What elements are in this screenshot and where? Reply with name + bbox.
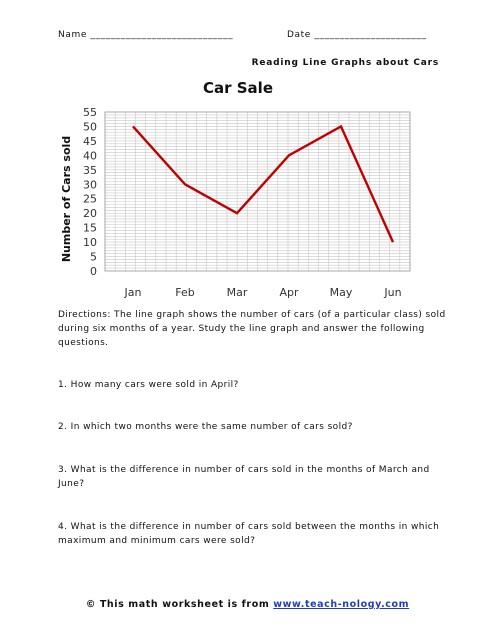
y-tick-label: 55 xyxy=(83,106,97,119)
y-tick-label: 10 xyxy=(83,236,97,250)
x-tick-label: Jan xyxy=(124,286,142,299)
x-tick-label: May xyxy=(329,286,353,299)
y-tick-label: 0 xyxy=(90,265,97,278)
y-tick-label: 25 xyxy=(83,192,97,206)
y-axis-ticks xyxy=(83,106,97,278)
y-tick-label: 5 xyxy=(90,250,97,264)
chart-title: Car Sale xyxy=(203,79,273,97)
name-field-label: Name ____________________________ xyxy=(58,30,234,40)
question-4: 4. What is the difference in number of cars sold between the months in which maximum and minimum cars were sold? xyxy=(58,522,440,546)
y-tick-label: 20 xyxy=(83,207,97,221)
x-axis-ticks xyxy=(124,286,402,299)
line-chart xyxy=(0,0,495,305)
y-tick-label: 15 xyxy=(83,221,97,235)
x-tick-label: Apr xyxy=(279,286,299,299)
directions-text: Directions: The line graph shows the number of cars (of a particular class) sold during six months of a year. Study the line graph and answer the following questions. xyxy=(58,310,446,348)
y-tick-label: 30 xyxy=(83,178,97,192)
y-axis-label: Number of Cars sold xyxy=(60,135,73,263)
y-tick-label: 50 xyxy=(83,120,97,134)
question-1: 1. How many cars were sold in April? xyxy=(58,380,239,390)
y-tick-label: 40 xyxy=(83,149,97,163)
date-field-label: Date ______________________ xyxy=(287,30,427,40)
x-tick-label: Mar xyxy=(226,286,248,299)
y-tick-label: 35 xyxy=(83,163,97,177)
x-tick-label: Feb xyxy=(175,286,195,299)
worksheet-title: Reading Line Graphs about Cars xyxy=(251,58,439,68)
x-tick-label: Jun xyxy=(384,286,402,299)
y-tick-label: 45 xyxy=(83,134,97,148)
question-3: 3. What is the difference in number of cars sold in the months of March and June? xyxy=(58,465,430,489)
footer-text: © This math worksheet is from xyxy=(85,599,274,610)
footer xyxy=(0,599,495,610)
footer-link[interactable]: www.teach-nology.com xyxy=(273,599,410,610)
question-2: 2. In which two months were the same number of cars sold? xyxy=(58,422,353,432)
